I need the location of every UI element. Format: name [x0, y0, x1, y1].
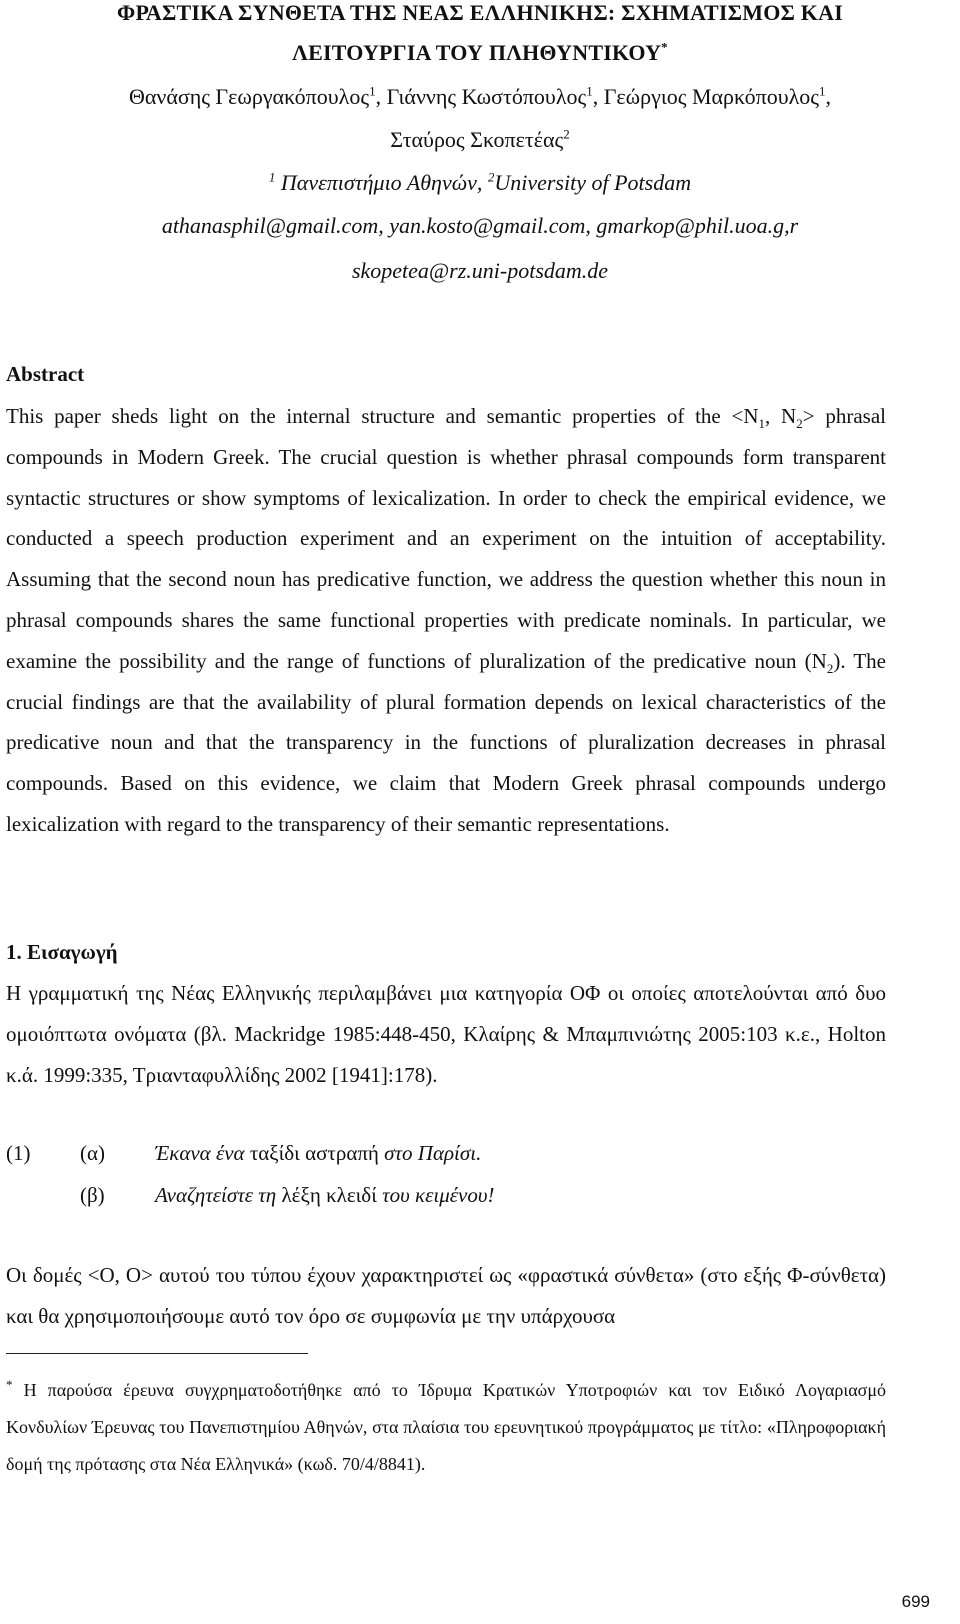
example-b-italic-2: του κειμένου!: [382, 1183, 495, 1207]
abstract-text-d: ). The crucial findings are that the availability of plural formation depends on lexical characteristics of the predicative noun and that the transparency in the functions of pluralization decreases in phrasal compounds. Based on this evidence, we claim that Modern Greek phrasal compounds undergo lexicalization with regard to the transparency of their semantic representations.: [6, 648, 886, 836]
abstract-text-c: > phrasal compounds in Modern Greek. The crucial question is whether phrasal compounds form transparent syntactic structures or show symptoms of lexicalization. In order to check the empirical evidence, we conducted a speech production experiment and an experiment on the intuition of acceptability. Assuming that the second noun has predicative function, we address the question whether this noun in phrasal compounds shares the same functional properties with predicate nominals. In particular, we examine the possibility and the range of functions of pluralization of the predicative noun (N: [6, 404, 886, 673]
footnote: [6, 1372, 886, 1483]
example-number: (1): [6, 1141, 31, 1165]
paragraph-2: [6, 1255, 886, 1337]
abstract-heading: Abstract: [6, 362, 85, 386]
example-a-label: (α): [80, 1141, 105, 1165]
author-3-affiliation: 1: [819, 83, 826, 99]
emails-line-2: [0, 258, 960, 284]
example-b-compound: λέξη κλειδί: [276, 1183, 383, 1207]
author-separator: ,: [825, 84, 832, 109]
section-1-paragraph: [6, 973, 886, 1095]
section-1-heading: 1. Εισαγωγή: [6, 940, 118, 964]
title-text-2: ΛΕΙΤΟΥΡΓΙΑ ΤΟΥ ΠΛΗΘΥΝΤΙΚΟΥ: [292, 40, 662, 65]
example-b-italic-1: Αναζητείστε τη: [155, 1183, 277, 1207]
title-footnote-mark: *: [661, 39, 668, 55]
author-4-affiliation: 2: [563, 126, 570, 142]
author-1-affiliation: 1: [369, 83, 376, 99]
example-a-compound: ταξίδι αστραπή: [244, 1141, 385, 1165]
title-text-1: ΦΡΑΣΤΙΚΑ ΣΥΝΘΕΤΑ ΤΗΣ ΝΕΑΣ ΕΛΛΗΝΙΚΗΣ: ΣΧΗΜΑΤΙΣΜΟΣ ΚΑΙ: [117, 0, 843, 25]
author-3: , Γεώργιος Μαρκόπουλος: [592, 84, 820, 109]
emails-text-2: skopetea@rz.uni-potsdam.de: [351, 258, 609, 283]
abstract-subscript-1: 1: [758, 416, 766, 432]
abstract-text-a: This paper sheds light on the internal structure and semantic properties of the <N: [6, 404, 759, 428]
abstract-text-b: , N: [765, 404, 797, 428]
author-4: Σταύρος Σκοπετέας: [390, 127, 564, 152]
author-1: Θανάσης Γεωργακόπουλος: [128, 84, 370, 109]
emails-text-1: athanasphil@gmail.com, yan.kosto@gmail.com, gmarkop@phil.uoa.g,r: [161, 213, 799, 238]
example-a-italic-2: στο Παρίσι.: [384, 1141, 482, 1165]
footnote-mark: *: [6, 1377, 13, 1392]
affiliation-1: Πανεπιστήμιο Αθηνών,: [275, 170, 488, 195]
authors-line-2: [0, 127, 960, 153]
affiliation-2: University of Potsdam: [494, 170, 692, 195]
affiliation-2-mark: 2: [487, 169, 495, 185]
abstract-body: [6, 396, 886, 845]
affiliations-line: [0, 170, 960, 196]
emails-line-1: [0, 213, 960, 239]
abstract-subscript-3: 2: [826, 660, 834, 676]
example-b-sentence: [155, 1183, 494, 1208]
example-a-italic-1: Έκανα ένα: [155, 1141, 245, 1165]
example-a-sentence: [155, 1141, 481, 1166]
abstract-subscript-2: 2: [796, 416, 803, 432]
footnote-text: Η παρούσα έρευνα συγχρηματοδοτήθηκε από το Ίδρυμα Κρατικών Υποτροφιών και τον Ειδικό Λογαριασμό Κονδυλίων Έρευνας του Πανεπιστημίου Αθηνών, στα πλαίσια του ερευνητικού προγράμματος με τίτλο: «Πληροφοριακή δομή της πρότασης στα Νέα Ελληνικά» (κωδ. 70/4/8841).: [6, 1380, 886, 1474]
page-number: 699: [901, 1592, 930, 1611]
authors-line-1: [0, 84, 960, 110]
affiliation-1-mark: 1: [268, 169, 276, 185]
paper-title-line-1: [0, 0, 960, 26]
paragraph-2-text: Οι δομές <Ο, Ο> αυτού του τύπου έχουν χαρακτηριστεί ως «φραστικά σύνθετα» (στο εξής Φ-σύνθετα) και θα χρησιμοποιήσουμε αυτό τον όρο σε συμφωνία με την υπάρχουσα: [6, 1263, 886, 1328]
author-2-affiliation: 1: [586, 83, 593, 99]
footnote-divider: [6, 1353, 308, 1354]
example-b-label: (β): [80, 1183, 105, 1207]
paper-title-line-2: [0, 40, 960, 66]
author-2: , Γιάννης Κωστόπουλος: [375, 84, 587, 109]
section-1-text: Η γραμματική της Νέας Ελληνικής περιλαμβάνει μια κατηγορία ΟΦ οι οποίες αποτελούνται από δυο ομοιόπτωτα ονόματα (βλ. Mackridge 1985:448-450, Κλαίρης & Μπαμπινιώτης 2005:103 κ.ε., Holton κ.ά. 1999:335, Τριανταφυλλίδης 2002 [1941]:178).: [6, 981, 886, 1087]
